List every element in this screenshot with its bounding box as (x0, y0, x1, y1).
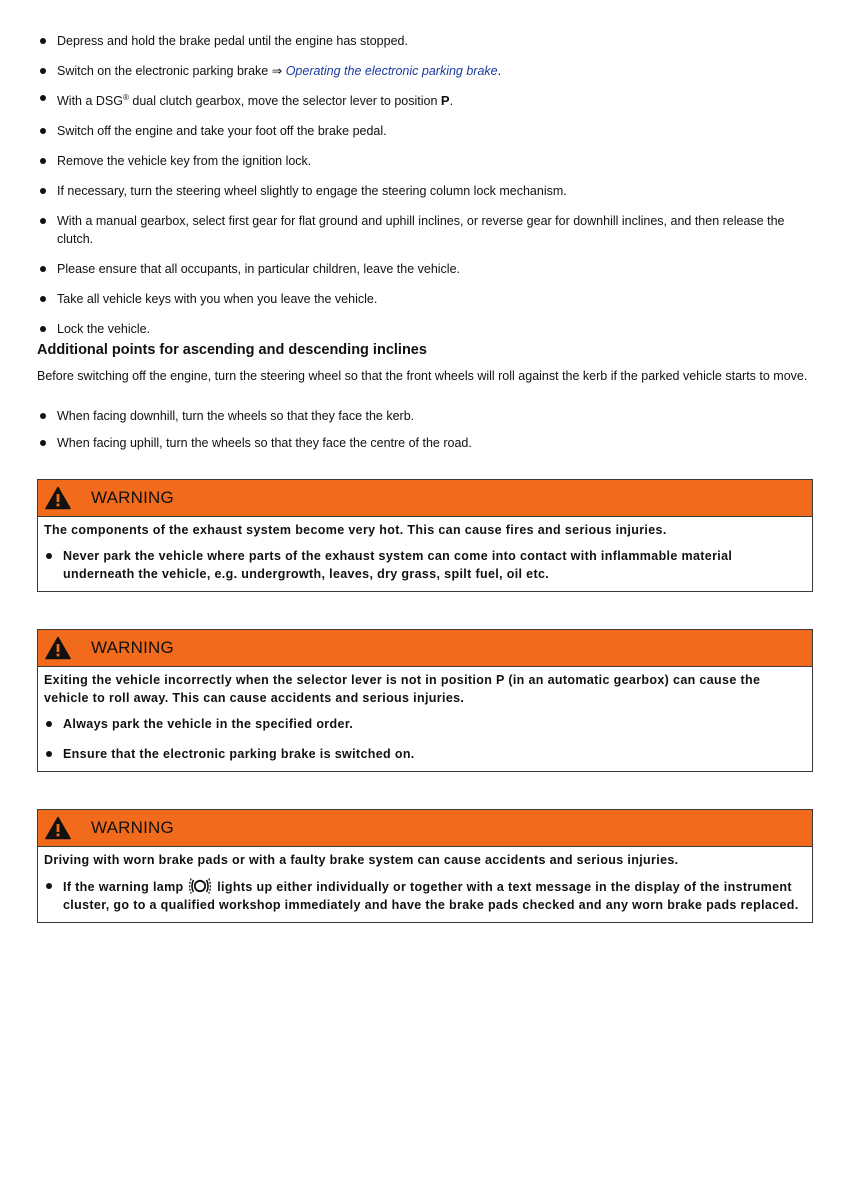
warning-lead: Driving with worn brake pads or with a faulty brake system can cause accidents and serious injuries. (44, 853, 679, 867)
step-text: Lock the vehicle. (57, 322, 151, 337)
warning-lead: The components of the exhaust system become very hot. This can cause fires and serious injuries. (44, 523, 667, 537)
warning-lead: Exiting the vehicle incorrectly when the selector lever is not in position P (in an automatic gearbox) can cause the vehicle to roll away. This can cause accidents and serious injuries. (44, 673, 761, 705)
step-text: Take all vehicle keys with you when you leave the vehicle. (57, 292, 378, 307)
warning-item-text: Always park the vehicle in the specified order. (63, 717, 354, 731)
list-item (38, 89, 798, 110)
list-item (38, 260, 798, 278)
warning-item-text: Never park the vehicle where parts of the exhaust system can come into contact with inflammable material underneath the vehicle, e.g. undergrowth, leaves, dry grass, spilt fuel, oil etc. (63, 549, 733, 581)
selector-position-p: P (440, 93, 450, 109)
list-item (38, 62, 798, 80)
list-item (44, 547, 806, 583)
list-item (38, 122, 798, 140)
warning-item-text: lights up either individually or together with a text message in the display of the instrument cluster, go to a qualified workshop immediately and have the brake pads checked and any worn brake pads replaced. (63, 880, 799, 912)
step-text: If necessary, turn the steering wheel slightly to engage the steering column lock mechanism. (57, 184, 567, 199)
warning-header (38, 630, 812, 667)
punctuation: . (449, 94, 454, 109)
punctuation: . (497, 64, 502, 78)
list-item (38, 290, 798, 308)
warning-item-text: If the warning lamp (63, 880, 184, 894)
warning-list (44, 547, 806, 583)
warning-item-text: Ensure that the electronic parking brake is switched on. (63, 747, 415, 761)
list-item (38, 182, 798, 200)
incline-text: When facing uphill, turn the wheels so that they face the centre of the road. (57, 436, 472, 450)
warning-box-brake-pads (37, 809, 813, 923)
step-text: Please ensure that all occupants, in particular children, leave the vehicle. (57, 262, 461, 277)
warning-list (44, 877, 806, 914)
inclines-list (38, 407, 798, 461)
section-heading: Additional points for ascending and descending inclines (37, 342, 427, 358)
warning-title: WARNING (91, 638, 174, 657)
cross-reference-link[interactable]: Operating the electronic parking brake (285, 64, 498, 78)
warning-triangle-icon (45, 636, 71, 660)
step-text: With a manual gearbox, select first gear for flat ground and uphill inclines, or reverse gear for downhill inclines, and then release the clutch. (57, 214, 785, 247)
cross-reference-arrow: ⇒ (271, 64, 283, 78)
list-item (44, 715, 806, 733)
list-item (38, 152, 798, 170)
step-text: With a DSG (57, 94, 123, 109)
section-intro: Before switching off the engine, turn the steering wheel so that the front wheels will roll against the kerb if the parked vehicle starts to move. (37, 369, 808, 383)
brake-pad-warning-lamp-icon (189, 877, 211, 895)
list-item (38, 32, 798, 50)
warning-header (38, 480, 812, 517)
warning-title: WARNING (91, 818, 174, 837)
warning-body (38, 847, 812, 922)
warning-triangle-icon (45, 816, 71, 840)
list-item (38, 434, 798, 452)
list-item (38, 320, 798, 338)
warning-body (38, 667, 812, 771)
warning-list (44, 715, 806, 763)
list-item (38, 212, 798, 248)
step-text: Depress and hold the brake pedal until the engine has stopped. (57, 34, 408, 48)
list-item (44, 745, 806, 763)
list-item (38, 407, 798, 425)
warning-box-selector-lever (37, 629, 813, 772)
step-text: Switch on the electronic parking brake (57, 64, 269, 78)
parking-steps-list (38, 32, 798, 350)
warning-triangle-icon (45, 486, 71, 510)
step-text: dual clutch gearbox, move the selector lever to position (128, 94, 441, 109)
warning-header (38, 810, 812, 847)
step-text: Remove the vehicle key from the ignition lock. (57, 154, 312, 169)
warning-box-exhaust (37, 479, 813, 592)
incline-text: When facing downhill, turn the wheels so that they face the kerb. (57, 409, 415, 423)
list-item (44, 877, 806, 914)
step-text: Switch off the engine and take your foot off the brake pedal. (57, 124, 387, 139)
warning-title: WARNING (91, 488, 174, 507)
registered-mark: ® (123, 93, 129, 102)
warning-body (38, 517, 812, 591)
